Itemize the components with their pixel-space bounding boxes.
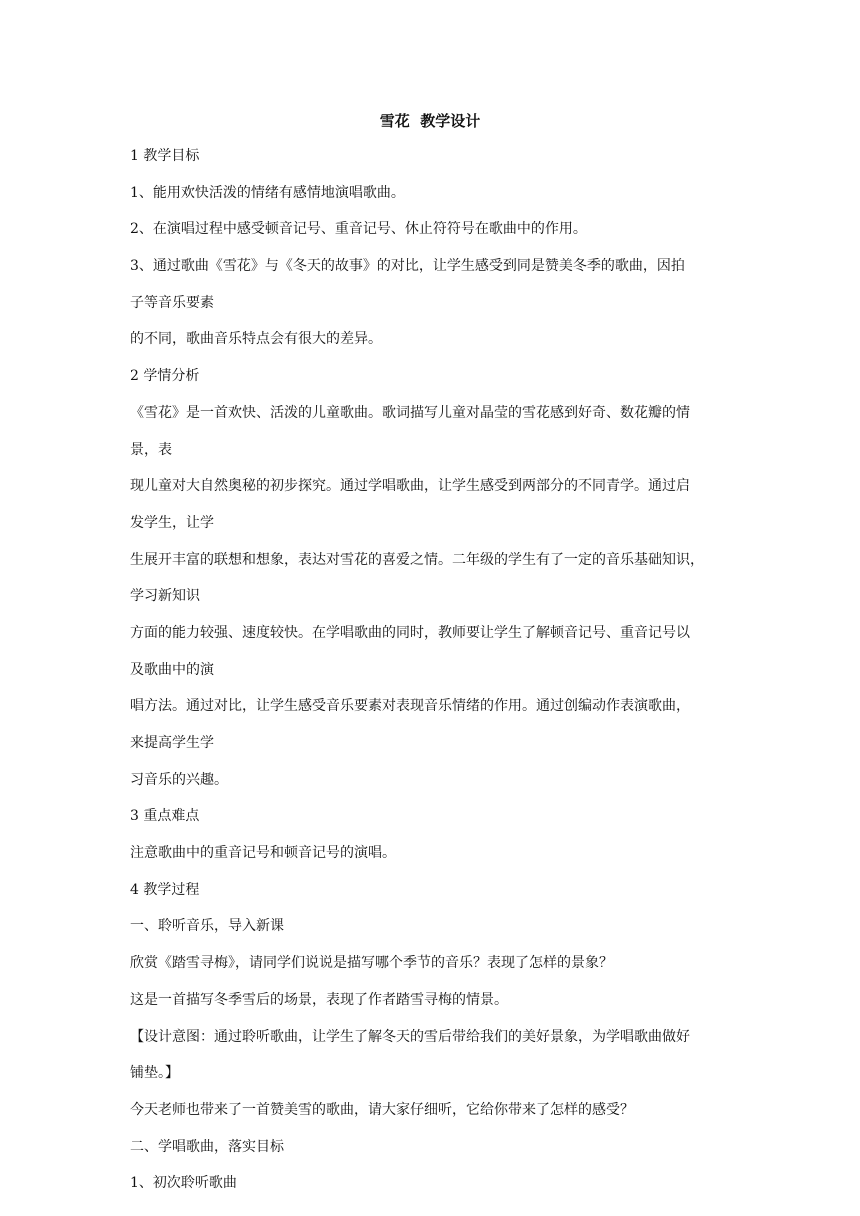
- text-line: 学习新知识: [130, 588, 200, 605]
- text-line: 二、学唱歌曲，落实目标: [130, 1138, 284, 1155]
- text-line: 《雪花》是一首欢快、活泼的儿童歌曲。歌词描写儿童对晶莹的雪花感到好奇、数花瓣的情: [130, 404, 690, 421]
- text-line: 欣赏《踏雪寻梅》，请同学们说说是描写哪个季节的音乐？表现了怎样的景象？: [130, 955, 613, 972]
- text-line: 的不同，歌曲音乐特点会有很大的差异。: [130, 331, 382, 348]
- text-line: 这是一首描写冬季雪后的场景，表现了作者踏雪寻梅的情景。: [130, 991, 508, 1008]
- text-line: 2、在演唱过程中感受顿音记号、重音记号、休止符符号在歌曲中的作用。: [130, 221, 587, 238]
- document-title: 雪花 教学设计: [379, 112, 481, 130]
- text-line: 方面的能力较强、速度较快。在学唱歌曲的同时，教师要让学生了解顿音记号、重音记号以: [130, 624, 690, 641]
- text-line: 4 教学过程: [130, 881, 200, 898]
- text-line: 及歌曲中的演: [130, 661, 214, 678]
- text-line: 2 学情分析: [130, 368, 200, 385]
- text-line: 【设计意图：通过聆听歌曲，让学生了解冬天的雪后带给我们的美好景象，为学唱歌曲做好: [130, 1028, 690, 1045]
- text-line: 子等音乐要素: [130, 294, 214, 311]
- text-line: 一、聆听音乐，导入新课: [130, 918, 284, 935]
- text-line: 唱方法。通过对比，让学生感受音乐要素对表现音乐情绪的作用。通过创编动作表演歌曲，: [130, 698, 690, 715]
- text-line: 1 教学目标: [130, 148, 200, 164]
- text-line: 生展开丰富的联想和想象，表达对雪花的喜爱之情。二年级的学生有了一定的音乐基础知识，: [130, 551, 704, 568]
- text-line: 景，表: [130, 441, 172, 458]
- text-line: 3、通过歌曲《雪花》与《冬天的故事》的对比，让学生感受到同是赞美冬季的歌曲，因拍: [130, 258, 685, 275]
- text-line: 3 重点难点: [130, 808, 200, 825]
- text-line: 1、能用欢快活泼的情绪有感情地演唱歌曲。: [130, 184, 405, 201]
- text-line: 习音乐的兴趣。: [130, 771, 228, 788]
- text-line: 今天老师也带来了一首赞美雪的歌曲，请大家仔细听，它给你带来了怎样的感受？: [130, 1101, 634, 1118]
- text-line: 注意歌曲中的重音记号和顿音记号的演唱。: [130, 845, 396, 862]
- document-body: [130, 146, 742, 1210]
- text-line: 来提高学生学: [130, 735, 214, 751]
- text-line: 1、初次聆听歌曲: [130, 1175, 237, 1192]
- text-line: 发学生，让学: [130, 514, 214, 531]
- text-line: 现儿童对大自然奥秘的初步探究。通过学唱歌曲，让学生感受到两部分的不同青学。通过启: [130, 478, 690, 495]
- text-line: 铺垫。】: [130, 1065, 179, 1082]
